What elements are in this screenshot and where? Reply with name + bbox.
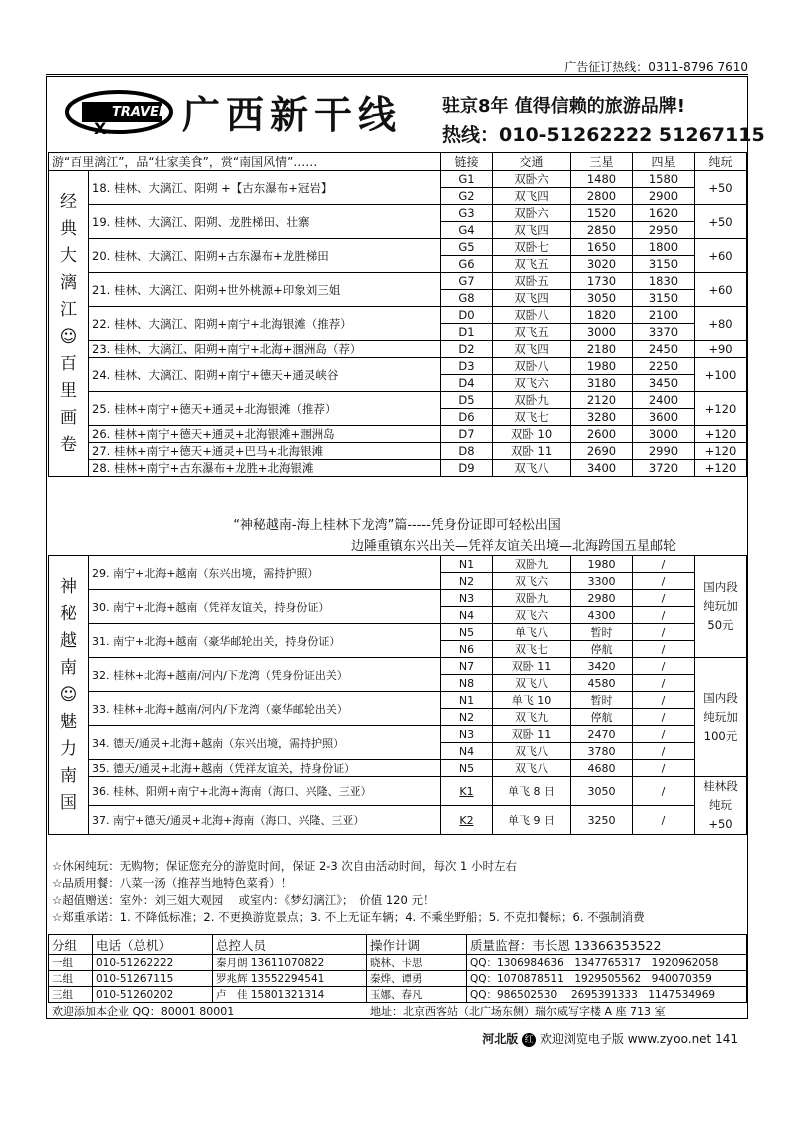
transport: 双卧 11	[493, 443, 571, 460]
transport: 单飞 8 日	[493, 777, 571, 806]
page-footer	[482, 1030, 738, 1047]
pure-tour-surcharge: +120	[695, 443, 747, 460]
transport: 双卧七	[493, 239, 571, 256]
staff-table	[48, 934, 747, 1003]
staff-cell: 晓林、卡思	[367, 955, 467, 971]
price-na: /	[633, 709, 695, 726]
price-na: /	[633, 641, 695, 658]
transport: 双卧九	[493, 392, 571, 409]
phone-line: 热线：010-51262222 51267115	[442, 124, 765, 146]
route-code: D3	[441, 358, 493, 375]
price-na: /	[633, 760, 695, 777]
price: 4300	[571, 607, 633, 624]
route-name: 22. 桂林、大漓江、阳朔+南宁+北海银滩（推荐）	[89, 307, 441, 341]
route-code: N5	[441, 760, 493, 777]
price-na: /	[633, 675, 695, 692]
price: 暂时	[571, 624, 633, 641]
table-row	[49, 460, 747, 477]
transport: 双飞六	[493, 375, 571, 392]
price: 3420	[571, 658, 633, 675]
transport: 双卧九	[493, 556, 571, 573]
four-star-price: 2250	[633, 358, 695, 375]
route-code: N3	[441, 590, 493, 607]
transport: 双飞四	[493, 341, 571, 358]
transport: 双飞八	[493, 760, 571, 777]
table-row	[49, 556, 747, 573]
route-name: 33. 桂林+北海+越南/河内/下龙湾（豪华邮轮出关）	[89, 692, 441, 726]
staff-cell: QQ：1070878511 1929505562 940070359	[467, 971, 747, 987]
route-name: 29. 南宁+北海+越南（东兴出境，需持护照）	[89, 556, 441, 590]
price: 3050	[571, 777, 633, 806]
four-star-price: 2100	[633, 307, 695, 324]
side-title-char: ☺	[59, 326, 78, 347]
staff-cell: QQ：1306984636 1347765317 1920962058	[467, 955, 747, 971]
transport: 双飞九	[493, 709, 571, 726]
route-name: 28. 桂林+南宁+古东瀑布+龙胜+北海银滩	[89, 460, 441, 477]
pure-tour-note: 国内段纯玩加50元	[695, 556, 747, 658]
side-title-char: 力	[60, 738, 77, 759]
table-row	[49, 392, 747, 409]
four-star-price: 2990	[633, 443, 695, 460]
side-title-char: 百	[60, 353, 77, 374]
side-title	[49, 556, 89, 835]
four-star-price: 3150	[633, 256, 695, 273]
route-name: 20. 桂林、大漓江、阳朔+古东瀑布+龙胜梯田	[89, 239, 441, 273]
table-row	[49, 205, 747, 222]
four-star-price: 2900	[633, 188, 695, 205]
side-title-char: 魅	[60, 711, 77, 732]
red-badge-icon: 红	[522, 1033, 536, 1047]
pure-tour-surcharge: +80	[695, 307, 747, 341]
price: 3250	[571, 806, 633, 835]
table-row	[49, 307, 747, 324]
price-na: /	[633, 624, 695, 641]
side-title-char: 南	[60, 765, 77, 786]
transport: 双卧 11	[493, 658, 571, 675]
three-star-price: 3050	[571, 290, 633, 307]
pure-tour-surcharge: +90	[695, 341, 747, 358]
route-name: 35. 德天/通灵+北海+越南（凭祥友谊关，持身份证）	[89, 760, 441, 777]
route-name: 19. 桂林、大漓江、阳朔、龙胜梯田、壮寨	[89, 205, 441, 239]
staff-cell: 秦月朗 13611070822	[213, 955, 367, 971]
route-code: D4	[441, 375, 493, 392]
price: 4680	[571, 760, 633, 777]
column-header: 操作计调	[367, 935, 467, 955]
route-code: N5	[441, 624, 493, 641]
footer-website[interactable]: 欢迎浏览电子版 www.zyoo.net	[539, 1032, 712, 1046]
price: 暂时	[571, 692, 633, 709]
price-na: /	[633, 777, 695, 806]
three-star-price: 1520	[571, 205, 633, 222]
four-star-price: 1580	[633, 171, 695, 188]
pure-tour-note: 桂林段纯玩+50	[695, 777, 747, 835]
side-title-char: ☺	[59, 684, 78, 705]
column-header: 三星	[571, 153, 633, 171]
transport: 双飞八	[493, 675, 571, 692]
side-title-char: 南	[60, 657, 77, 678]
staff-cell: 二组	[49, 971, 93, 987]
price-na: /	[633, 726, 695, 743]
table-row	[49, 971, 747, 987]
classic-routes-table	[48, 152, 747, 477]
three-star-price: 1730	[571, 273, 633, 290]
table-row	[49, 590, 747, 607]
pure-tour-note: 国内段纯玩加100元	[695, 658, 747, 777]
four-star-price: 3720	[633, 460, 695, 477]
slogan: 驻京8年 值得信赖的旅游品牌!	[442, 96, 685, 117]
transport: 双卧九	[493, 590, 571, 607]
three-star-price: 2850	[571, 222, 633, 239]
transport: 双卧八	[493, 307, 571, 324]
four-star-price: 1620	[633, 205, 695, 222]
route-code: G3	[441, 205, 493, 222]
table-row	[49, 726, 747, 743]
side-title-char: 典	[60, 218, 77, 239]
four-star-price: 2950	[633, 222, 695, 239]
vietnam-routes-table	[48, 555, 747, 835]
price-na: /	[633, 607, 695, 624]
pure-tour-surcharge: +120	[695, 460, 747, 477]
side-title-char: 秘	[60, 603, 77, 624]
table-row	[49, 358, 747, 375]
route-code: N7	[441, 658, 493, 675]
staff-cell: 玉娜、春凡	[367, 987, 467, 1003]
route-name: 30. 南宁+北海+越南（凭祥友谊关，持身份证）	[89, 590, 441, 624]
price: 2470	[571, 726, 633, 743]
price-na: /	[633, 692, 695, 709]
price-na: /	[633, 590, 695, 607]
three-star-price: 3180	[571, 375, 633, 392]
table-row	[49, 239, 747, 256]
route-code: N1	[441, 556, 493, 573]
column-header: 链接	[441, 153, 493, 171]
price-na: /	[633, 556, 695, 573]
transport: 双卧六	[493, 171, 571, 188]
route-code: K1	[441, 777, 493, 806]
column-header: 质量监督：韦长恩 13366353522	[467, 935, 747, 955]
side-title-char: 漓	[60, 272, 77, 293]
side-title-char: 卷	[60, 434, 77, 455]
route-code: N1	[441, 692, 493, 709]
side-title-char: 大	[60, 245, 77, 266]
three-star-price: 3280	[571, 409, 633, 426]
table-row	[49, 760, 747, 777]
four-star-price: 2450	[633, 341, 695, 358]
transport: 双飞四	[493, 188, 571, 205]
transport: 单飞八	[493, 624, 571, 641]
staff-cell: QQ：986502530 2695391333 1147534969	[467, 987, 747, 1003]
route-code: D6	[441, 409, 493, 426]
three-star-price: 1650	[571, 239, 633, 256]
four-star-price: 1800	[633, 239, 695, 256]
staff-cell: 罗兆辉 13552294541	[213, 971, 367, 987]
side-title-char: 经	[60, 191, 77, 212]
price: 4580	[571, 675, 633, 692]
route-name: 27. 桂林+南宁+德天+通灵+巴马+北海银滩	[89, 443, 441, 460]
note-line: ☆超值赠送：室外：刘三姐大观园 或室内：《梦幻漓江》； 价值 120 元！	[52, 893, 435, 907]
transport: 双卧六	[493, 205, 571, 222]
route-code: N3	[441, 726, 493, 743]
four-star-price: 3150	[633, 290, 695, 307]
pure-tour-surcharge: +50	[695, 171, 747, 205]
route-code: N2	[441, 573, 493, 590]
price-na: /	[633, 743, 695, 760]
brand-name: 广西新干线	[182, 92, 403, 137]
four-star-price: 3000	[633, 426, 695, 443]
transport: 双卧八	[493, 358, 571, 375]
column-header: 分组	[49, 935, 93, 955]
four-star-price: 1830	[633, 273, 695, 290]
transport: 单飞 10	[493, 692, 571, 709]
route-name: 21. 桂林、大漓江、阳朔+世外桃源+印象刘三姐	[89, 273, 441, 307]
logo-text: TRAVEL	[112, 105, 168, 120]
route-name: 25. 桂林+南宁+德天+通灵+北海银滩（推荐）	[89, 392, 441, 426]
four-star-price: 3600	[633, 409, 695, 426]
route-code: N4	[441, 743, 493, 760]
top-rule	[46, 74, 748, 75]
price: 3300	[571, 573, 633, 590]
note-line: ☆品质用餐：八菜一汤（推荐当地特色菜肴）！	[52, 876, 293, 890]
four-star-price: 2400	[633, 392, 695, 409]
note-line: ☆郑重承诺：1. 不降低标准；2. 不更换游览景点；3. 不上无证车辆；4. 不乘坐野船；5. 不克扣餐标；6. 不强制消费	[52, 910, 645, 924]
three-star-price: 1480	[571, 171, 633, 188]
price-na: /	[633, 806, 695, 835]
transport: 双飞七	[493, 641, 571, 658]
three-star-price: 3000	[571, 324, 633, 341]
table-row	[49, 987, 747, 1003]
company-logo	[64, 86, 174, 136]
section-intro: 游“百里漓江”，品“壮家美食”，赏“南国风情”……	[49, 153, 441, 171]
side-title-char: 神	[60, 576, 77, 597]
staff-cell: 010-51262222	[93, 955, 213, 971]
route-code: G5	[441, 239, 493, 256]
route-code: N2	[441, 709, 493, 726]
transport: 双卧 11	[493, 726, 571, 743]
three-star-price: 3400	[571, 460, 633, 477]
pure-tour-surcharge: +120	[695, 426, 747, 443]
table-row	[49, 443, 747, 460]
column-header: 总控人员	[213, 935, 367, 955]
transport: 双飞八	[493, 743, 571, 760]
pure-tour-surcharge: +100	[695, 358, 747, 392]
transport: 双飞五	[493, 324, 571, 341]
three-star-price: 3020	[571, 256, 633, 273]
table-row	[49, 777, 747, 806]
route-name: 18. 桂林、大漓江、阳朔 +【古东瀑布+冠岩】	[89, 171, 441, 205]
transport: 双飞五	[493, 256, 571, 273]
side-title-char: 国	[60, 792, 77, 813]
table-row	[49, 658, 747, 675]
side-title-char: 江	[60, 299, 77, 320]
transport: 双飞七	[493, 409, 571, 426]
price-na: /	[633, 573, 695, 590]
three-star-price: 2180	[571, 341, 633, 358]
staff-cell: 010-51267115	[93, 971, 213, 987]
table-row	[49, 806, 747, 835]
three-star-price: 2120	[571, 392, 633, 409]
route-code: G6	[441, 256, 493, 273]
route-code: D0	[441, 307, 493, 324]
table-row	[49, 692, 747, 709]
vietnam-banner: “神秘越南-海上桂林下龙湾”篇-----凭身份证即可轻松出国	[233, 518, 561, 533]
pure-tour-surcharge: +120	[695, 392, 747, 426]
route-code: N6	[441, 641, 493, 658]
price: 停航	[571, 709, 633, 726]
ad-hotline: 广告征订热线：0311-8796 7610	[564, 60, 748, 74]
route-code: G2	[441, 188, 493, 205]
table-row	[49, 341, 747, 358]
route-code: D2	[441, 341, 493, 358]
column-header: 四星	[633, 153, 695, 171]
route-code: G7	[441, 273, 493, 290]
header-row	[49, 935, 747, 955]
edition-label: 河北版	[482, 1032, 519, 1046]
column-header: 交通	[493, 153, 571, 171]
route-name: 26. 桂林+南宁+德天+通灵+北海银滩+涠洲岛	[89, 426, 441, 443]
vietnam-subbanner: 边陲重镇东兴出关—凭祥友谊关出境—北海跨国五星邮轮	[350, 539, 676, 554]
header-row	[49, 153, 747, 171]
table-row	[49, 426, 747, 443]
contact-row	[52, 1003, 742, 1019]
staff-cell: 三组	[49, 987, 93, 1003]
staff-cell: 一组	[49, 955, 93, 971]
table-row	[49, 955, 747, 971]
route-name: 31. 南宁+北海+越南（豪华邮轮出关，持身份证）	[89, 624, 441, 658]
staff-cell: 010-51260202	[93, 987, 213, 1003]
page-number: 141	[715, 1032, 738, 1046]
pure-tour-surcharge: +60	[695, 239, 747, 273]
route-code: N8	[441, 675, 493, 692]
transport: 双飞六	[493, 573, 571, 590]
table-row	[49, 171, 747, 188]
transport: 双卧 10	[493, 426, 571, 443]
four-star-price: 3450	[633, 375, 695, 392]
column-header: 纯玩	[695, 153, 747, 171]
route-code: D7	[441, 426, 493, 443]
price-na: /	[633, 658, 695, 675]
side-title	[49, 171, 89, 477]
column-header: 电话（总机）	[93, 935, 213, 955]
route-code: G4	[441, 222, 493, 239]
route-code: D8	[441, 443, 493, 460]
price: 3780	[571, 743, 633, 760]
transport: 双飞六	[493, 607, 571, 624]
address: 地址：北京西客站（北广场东侧）瑞尔威写字楼 A 座 713 室	[370, 1005, 666, 1018]
corp-qq: 欢迎添加本企业 QQ：80001 80001	[52, 1005, 235, 1018]
pure-tour-surcharge: +50	[695, 205, 747, 239]
transport: 双飞四	[493, 222, 571, 239]
price: 2980	[571, 590, 633, 607]
route-name: 36. 桂林、阳朔+南宁+北海+海南（海口、兴隆、三亚）	[89, 777, 441, 806]
side-title-char: 越	[60, 630, 77, 651]
four-star-price: 3370	[633, 324, 695, 341]
three-star-price: 2800	[571, 188, 633, 205]
route-name: 23. 桂林、大漓江、阳朔+南宁+北海+涠洲岛（荐）	[89, 341, 441, 358]
note-line: ☆休闲纯玩：无购物；保证您充分的游览时间，保证 2-3 次自由活动时间，每次 1 小时左右	[52, 859, 518, 873]
transport: 双飞四	[493, 290, 571, 307]
route-code: G8	[441, 290, 493, 307]
route-code: D1	[441, 324, 493, 341]
route-name: 34. 德天/通灵+北海+越南（东兴出境，需持护照）	[89, 726, 441, 760]
three-star-price: 2600	[571, 426, 633, 443]
route-code: D9	[441, 460, 493, 477]
svg-text:X: X	[94, 119, 107, 136]
transport: 双卧五	[493, 273, 571, 290]
route-code: G1	[441, 171, 493, 188]
route-name: 32. 桂林+北海+越南/河内/下龙湾（凭身份证出关）	[89, 658, 441, 692]
table-row	[49, 273, 747, 290]
table-row	[49, 624, 747, 641]
price: 停航	[571, 641, 633, 658]
route-name: 37. 南宁+德天/通灵+北海+海南（海口、兴隆、三亚）	[89, 806, 441, 835]
three-star-price: 2690	[571, 443, 633, 460]
three-star-price: 1980	[571, 358, 633, 375]
price: 1980	[571, 556, 633, 573]
staff-cell: 秦烨、谭勇	[367, 971, 467, 987]
side-title-char: 画	[60, 407, 77, 428]
notes-block	[52, 858, 742, 926]
route-name: 24. 桂林、大漓江、阳朔+南宁+德天+通灵峡谷	[89, 358, 441, 392]
transport: 双飞八	[493, 460, 571, 477]
route-code: N4	[441, 607, 493, 624]
side-title-char: 里	[60, 380, 77, 401]
route-code: K2	[441, 806, 493, 835]
transport: 单飞 9 日	[493, 806, 571, 835]
staff-cell: 卢 佳 15801321314	[213, 987, 367, 1003]
pure-tour-surcharge: +60	[695, 273, 747, 307]
route-code: D5	[441, 392, 493, 409]
three-star-price: 1820	[571, 307, 633, 324]
